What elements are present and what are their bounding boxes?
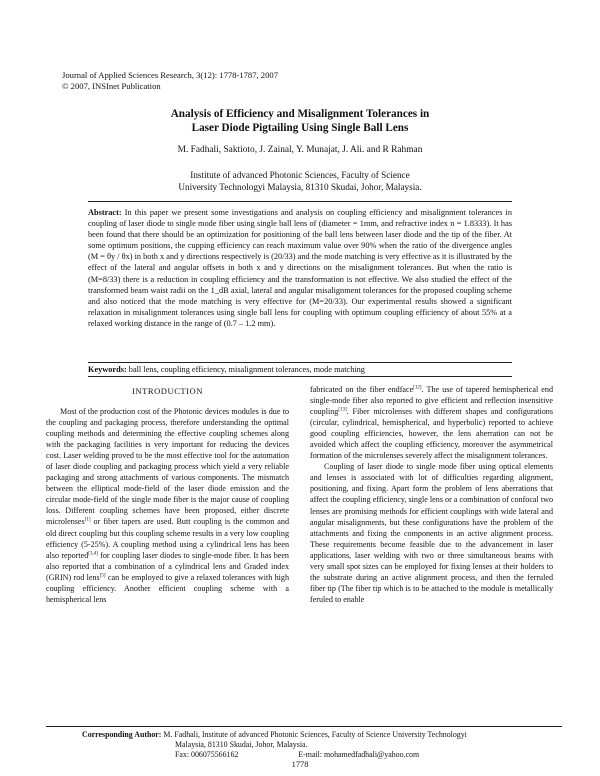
journal-citation: Journal of Applied Sciences Research, 3(12): 1778-1787, 2007: [62, 70, 278, 80]
corresponding-line1: M. Fadhali, Institute of advanced Photonic Sciences, Faculty of Science University Technologyi: [161, 730, 467, 739]
journal-header: [62, 70, 278, 92]
abstract-text: In this paper we present some investigations and analysis on coupling efficiency and misalignment tolerances in coupling of laser diode to single mode fiber using single ball lens of (diameter = 1mm, and refractive index n = 1.8333). It has been found that there should be an optimization for positioning of the ball lens between laser diode and the tip of the fiber. At some optimum positions, the cupping efficiency can reach maximum value over 90% when the ratio of the divergence angles (M = θy / θx) in both x and y directions respectively is (20/33) and the mode matching is very effective as it is illustrated by the effect of the lateral and angular offsets in both x and y directions on the misalignment tolerances. But when the ratio is (M=8/33) there is a reduction in coupling efficiency and the transformation is not effective. We also studied the effect of the transformed beam waist radii on the 1_dB axial, lateral and angular misalignment tolerances for the proposed coupling scheme and also noticed that the mode matching is very effective for (M=20/33). Our experimental results showed a significant relaxation in misalignment tolerances using single ball lens for coupling with optimum coupling efficiency of about 55% at a relaxed working distance in the range of (0.7 – 1.2 mm).: [88, 208, 512, 328]
footer-rule: [46, 726, 562, 727]
paper-title-line2: Laser Diode Pigtailing Using Single Ball Lens: [191, 122, 409, 134]
citation-ref: [5]: [99, 573, 106, 579]
keywords-label: Keywords:: [88, 365, 127, 374]
left-column: [46, 406, 289, 605]
corresponding-label: Corresponding Author:: [82, 730, 162, 739]
citation-ref: [12]: [413, 385, 422, 391]
intro-text-part-e: fabricated on the fiber endface: [310, 385, 414, 394]
citation-ref: [13]: [338, 407, 347, 413]
abstract-label: Abstract:: [88, 208, 122, 217]
right-column: [310, 384, 553, 605]
intro-text-part-c: for coupling laser diodes to single-mode fiber. It has been also reported that a combination of a cylindrical lens and Graded index (GRIN) rod lens: [46, 550, 289, 582]
page-number: 1778: [291, 760, 309, 769]
abstract-top-rule: [88, 201, 512, 202]
corresponding-author: [82, 730, 562, 760]
journal-copyright: © 2007, INSInet Publication: [62, 81, 161, 91]
keywords-text: ball lens, coupling efficiency, misalignment tolerances, mode matching: [126, 365, 365, 374]
citation-ref: [1]: [84, 517, 91, 523]
intro-text-part-b: or fiber tapers are used. Butt coupling is the common and old direct coupling but this coupling scheme results in a very low coupling efficiency (5-25%). A coupling method using a cylindrical lens has been also reported: [46, 517, 289, 560]
intro-text-part-g: . Fiber microlenses with different shapes and configurations (circular, cylindrical, hemispherical, and hyperbolic) reported to achieve good coupling efficiencies, however, the lens aberration can not be avoided which affect the coupling efficiency, moreover the asymmetrical formation of the microlenses severely affect the misalignment tolerances.: [310, 407, 553, 461]
corresponding-line2: Malaysia, 81310 Skudai, Johor, Malaysia.: [175, 740, 308, 749]
paper-title-line1: Analysis of Efficiency and Misalignment Tolerances in: [170, 108, 430, 120]
citation-ref: [3,4]: [88, 550, 98, 556]
intro-paragraph-1: [46, 406, 289, 605]
intro-text-part-a: Most of the production cost of the Photonic devices modules is due to the coupling and packaging process, therefore understanding the optimal coupling methods and determining the effective coupling schemes along with the packaging facilities is very important for reducing the devices cost. Laser welding proved to be the most effective tool for the automation of laser diode coupling and packaging process which yield a very reliable packaging and strong attachments of various components. The mismatch between the elliptical mode-field of the laser diode emission and the circular mode-field of the single mode fiber is the major cause of coupling loss. Different coupling schemes have been proposed, either discrete microlenses: [46, 407, 289, 527]
affiliation-line2: University Technologyi Malaysia, 81310 Skudai, Johor, Malaysia.: [178, 182, 422, 192]
author-list: M. Fadhali, Saktioto, J. Zainal, Y. Munajat, J. Ali. and R Rahman: [177, 145, 423, 155]
corresponding-email: E-mail: mohamedfadhali@yahoo.com: [298, 750, 420, 759]
affiliation-line1: Institute of advanced Photonic Sciences, Faculty of Science: [190, 170, 410, 180]
introduction-heading: INTRODUCTION: [132, 386, 203, 396]
intro-paragraph-2: Coupling of laser diode to single mode fiber using optical elements and lenses is associated with lot of difficulties regarding alignment, positioning, and fixing. Apart form the problem of lens aberrations that affect the coupling efficiency, single lens or a combination of confocal two lenses are promising methods for efficient couplings with wide lateral and angular misalignments, but these configurations have the problem of the attachments and fixing the components in an active alignment process. These requirements become feasible due to the advancement in laser applications, laser welding with two or three simultaneous beams with very small spot sizes can be employed for fixing lenses at their holders to the substrate during an active alignment process, and then the ferruled fiber tip (The fiber tip which is to be attached to the module is metallically feruled to enable: [310, 462, 553, 604]
intro-paragraph-continued: [310, 384, 553, 461]
keywords: [88, 365, 512, 374]
paper-title: [40, 107, 560, 135]
corresponding-fax: Fax: 006075566162: [175, 750, 239, 759]
intro-text-part-d: can be employed to give a relaxed tolerances with high coupling efficiency. Another efficient coupling scheme with a hemispherical lens: [46, 572, 289, 604]
affiliation: [40, 169, 560, 193]
abstract: [88, 207, 512, 329]
keywords-rule: [88, 376, 512, 377]
abstract-bottom-rule: [88, 362, 512, 363]
intro-text-part-f: . The use of tapered hemispherical end single-mode fiber also reported to give efficient and reflection insensitive coupling: [310, 385, 553, 417]
